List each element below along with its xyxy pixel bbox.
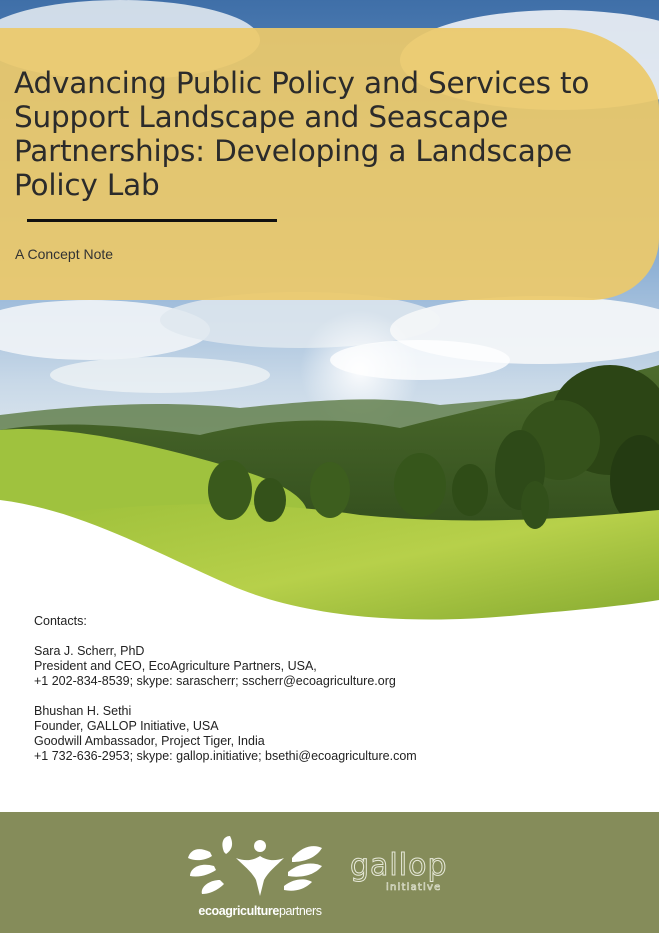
- gallop-logo-subtext: initiative: [386, 882, 442, 893]
- contact-details: +1 732-636-2953; skype: gallop.initiative; bsethi@ecoagriculture.com: [34, 749, 417, 763]
- contact-role: President and CEO, EcoAgriculture Partners, USA,: [34, 659, 317, 673]
- leaf-figure-icon: [180, 832, 340, 904]
- contact-name: Sara J. Scherr, PhD: [34, 644, 145, 658]
- contacts-heading: Contacts:: [34, 614, 87, 628]
- ecoagriculture-partners-logo: [180, 832, 340, 922]
- contact-role: Goodwill Ambassador, Project Tiger, India: [34, 734, 265, 748]
- ecoagriculture-logo-text: ecoagriculturepartners: [198, 904, 322, 918]
- contact-role: Founder, GALLOP Initiative, USA: [34, 719, 219, 733]
- document-subtitle: A Concept Note: [15, 246, 114, 262]
- gallop-initiative-logo: [350, 850, 490, 910]
- title-divider: [27, 219, 277, 222]
- contacts-section: [34, 614, 417, 764]
- footer-band: [0, 812, 659, 933]
- document-title: Advancing Public Policy and Services to Support Landscape and Seascape Partnerships: Developing a Landscape Policy Lab: [14, 66, 590, 202]
- gallop-logo-word: gallop: [350, 848, 448, 883]
- contact-details: +1 202-834-8539; skype: sarascherr; sscherr@ecoagriculture.org: [34, 674, 396, 688]
- contact-name: Bhushan H. Sethi: [34, 704, 132, 718]
